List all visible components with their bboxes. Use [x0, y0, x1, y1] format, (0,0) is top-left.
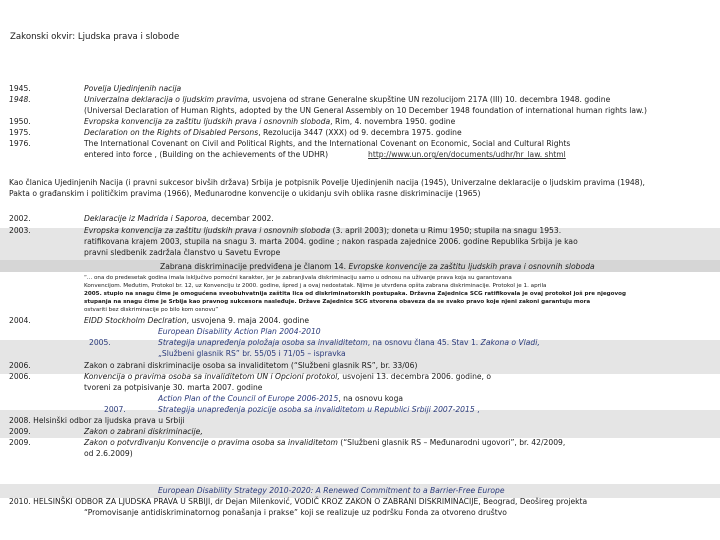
year: 2002. — [9, 214, 31, 223]
year: 2003. — [9, 226, 31, 235]
event-text: decembar 2002. — [208, 214, 274, 223]
event-title: Deklaracije iz Madrida i Saporoa, — [84, 214, 209, 223]
eu-disability-strategy: European Disability Strategy 2010-2020: A Renewed Commitment to a Barrier-Free Europe — [158, 486, 505, 495]
event-text: usvojeni 13. decembra 2006. godine, o — [339, 372, 492, 381]
event-text: tvoreni za potpisivanje 30. marta 2007. godine — [84, 383, 263, 392]
page-title: Zakonski okvir: Ljudska prava i slobode — [10, 32, 180, 42]
event-title: Evropska konvencija za zaštitu ljudskih prava i osnovnih sloboda — [84, 117, 331, 126]
year: 2009. — [9, 427, 31, 436]
event-title: Zakon o potvrđivanju Konvencije o pravima osoba sa invaliditetom — [84, 438, 338, 447]
coe-action-plan-line — [158, 394, 403, 405]
timeline-row-2005-l2: „Službeni glasnik RS” br. 55/05 i 71/05 – ispravka — [158, 349, 346, 358]
event-text: The International Covenant on Civil and Political Rights, and the International Covenant on Economic, Social and Cultural Rights — [84, 139, 571, 148]
event-text: (3. april 2003); doneta u Rimu 1950; stupila na snagu 1953. — [330, 226, 562, 235]
quote-line: ostvariti bez diskriminacije po bilo kom osnovu” — [84, 307, 219, 313]
year: 2006. — [9, 372, 31, 381]
article14-line — [160, 262, 595, 273]
quote-line: 2005. stupio na snagu čime je omogućena sveobuhvatnija zaštita lica od diskriminatorskih postupaka. Državna Zajednica SCG ratifikovala je ovaj protokol još pre njegovog — [84, 291, 627, 297]
timeline-row-2008 — [9, 416, 185, 427]
year: 2006. — [9, 361, 31, 370]
event-title: Strategija unapređenja pozicije osoba sa invaliditetom u Republici Srbiji 2007-2015 — [158, 405, 475, 414]
timeline-row-2010 — [9, 497, 587, 508]
coe-action-plan: Action Plan of the Council of Europe 2006-2015 — [158, 394, 339, 403]
quote-line: Konvencijom. Međutim, Protokol br. 12, uz Konvenciju iz 2000. godine, špred j a ovaj nedostatak. Njime je utvrđena opšta zabrana diskriminacije. Protokol je 1. aprila — [84, 283, 547, 289]
event-text: od 2.6.2009) — [84, 449, 133, 458]
event-title: Declaration on the Rights of Disabled Persons — [84, 128, 259, 137]
membership-line-1: Kao članica Ujedinjenih Nacija (i pravni sukcesor bivših država) Srbija je potpisnik Povelje Ujedinjenih nacija (1945), Univerzalne deklaracije o ljudskim pravima (1948), — [9, 178, 645, 187]
event-title: Konvencija o pravima osoba sa invaliditetom — [84, 372, 255, 381]
event-text: pravni sledbenik zadržala članstvo u Savetu Evrope — [84, 248, 281, 257]
event-text: , na osnovu člana 45. Stav 1. — [367, 338, 481, 347]
year: 1945. — [9, 84, 31, 93]
year: 2008. — [9, 416, 31, 425]
membership-line-2: Pakta o građanskim i političkim pravima (1966), Međunarodne konvencije o ukidanju svih oblika rasne diskriminacije (1965) — [9, 189, 481, 198]
event-text: Helsinški odbor za ljudska prava u Srbiji — [30, 416, 185, 425]
event-text: HELSINŠKI ODBOR ZA LJUDSKA PRAVA U SRBIJI, dr Dejan Milenković, VODIČ KROZ ZAKON O ZABRANI DISKRIMINACIJE, Beograd, Deošireg projekta — [30, 497, 588, 506]
event-text: “Promovisanje antidiskriminatornog ponašanja i prakse” koji se realizuje uz podršku Fonda za otvoreno društvo — [84, 508, 507, 517]
article14-text: Zabrana diskriminacije predviđena je članom 14. — [160, 262, 349, 271]
year: 2007. — [104, 405, 126, 414]
event-text: , — [474, 405, 480, 414]
event-title: Zakon o zabrani diskriminacije, — [84, 427, 203, 436]
year: 1950. — [9, 117, 31, 126]
event-title: Univerzalna deklaracija o ljudskim pravima, — [84, 95, 251, 104]
event-text: Povelja Ujedinjenih nacija — [84, 84, 182, 93]
event-title: EIDD Stockholm Declration — [84, 316, 187, 325]
event-protocol: UN i Opcioni protokol, — [256, 372, 340, 381]
coe-action-plan-tail: , na osnovu koga — [338, 394, 404, 403]
event-text: , Rim, 4. novembra 1950. godine — [330, 117, 456, 126]
event-text: (“Službeni glasnik RS – Međunarodni ugovori”, br. 42/2009, — [337, 438, 566, 447]
year: 2005. — [89, 338, 111, 347]
eu-action-plan: European Disability Action Plan 2004-2010 — [158, 327, 321, 336]
event-text: (Universal Declaration of Human Rights, adopted by the UN General Assembly on 10 December 1948 foundation of international human rights law.) — [84, 106, 647, 115]
event-text: usvojena od strane Generalne skupštine UN rezolucijom 217A (III) 10. decembra 1948. godine — [250, 95, 611, 104]
quote-line: stupanja na snagu čime je Srbija kao pravnog sukcesora nasleđuje. Države Zajednice SCG stvorena obaveza da se svako pravo koje njeni zakoni garantuju mora — [84, 299, 591, 305]
event-law: Zakona o Vladi, — [480, 338, 540, 347]
event-text: , Rezolucija 3447 (XXX) od 9. decembra 1975. godine — [258, 128, 462, 137]
event-text: entered into force , (Building on the achievements of the UDHR) — [84, 150, 329, 159]
year: 2010. — [9, 497, 31, 506]
event-text: ratifikovana krajem 2003, stupila na snagu 3. marta 2004. godine ; nakon raspada zajednice 2006. godine Republika Srbija je kao — [84, 237, 578, 246]
quote-line: “... ona do predesetak godina imala isključivo pomoćni karakter, jer je zabranjivala diskriminaciju samo u odnosu na uživanje prava koja su garantovana — [84, 275, 512, 281]
article14-convention: Evropske konvencije za zaštitu ljudskih prava i osnovnih sloboda — [348, 262, 595, 271]
year: 1948. — [9, 95, 31, 104]
year: 2004. — [9, 316, 31, 325]
year: 2009. — [9, 438, 31, 447]
event-text: , usvojena 9. maja 2004. godine — [186, 316, 309, 325]
year: 1975. — [9, 128, 31, 137]
udhr-link[interactable]: http://www.un.org/en/documents/udhr/hr_law. shtml — [368, 150, 566, 159]
event-title: Strategija unapređenja položaja osoba sa invaliditetom — [158, 338, 368, 347]
year: 1976. — [9, 139, 31, 148]
event-title: Evropska konvencija za zaštitu ljudskih prava i osnovnih sloboda — [84, 226, 331, 235]
event-text: Zakon o zabrani diskriminacije osoba sa invaliditetom (“Službeni glasnik RS”, br. 33/06) — [84, 361, 418, 370]
